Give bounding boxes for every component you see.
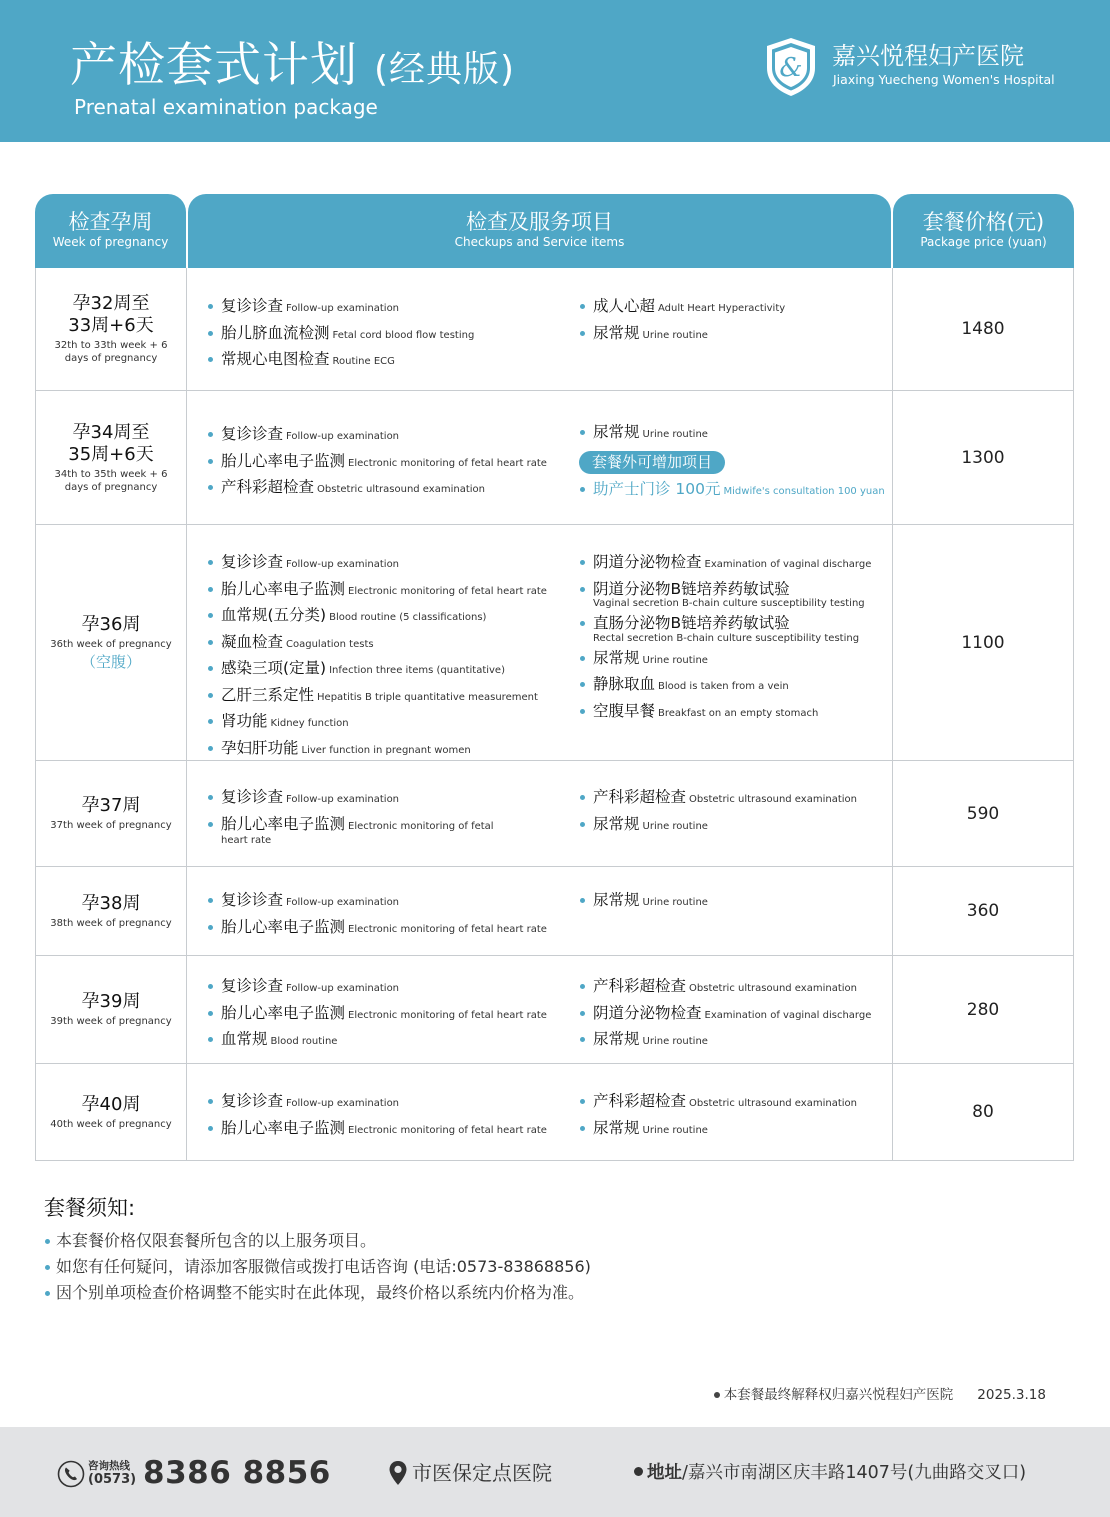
price-cell: 590 [966,803,1000,824]
page-header [0,0,1110,142]
week-cell [36,1064,187,1160]
rights-text: 本套餐最终解释权归嘉兴悦程妇产医院 [723,1387,954,1403]
header-price-en: Package price (yuan) [920,235,1047,249]
price-cell: 80 [972,1102,994,1122]
list-item: 产科彩超检查 Obstetric ultrasound examination [579,785,889,812]
list-item: 复诊诊查 Follow-up examination [207,785,567,812]
week-cell [36,956,187,1063]
header-week [35,194,186,268]
list-item: 尿常规 Urine routine [579,888,889,915]
week-cell [36,268,187,390]
address-text: /嘉兴市南湖区庆丰路1407号(九曲路交叉口) [682,1463,1027,1483]
week-cell [36,391,187,524]
list-item: 成人心超 Adult Heart Hyperactivity [579,294,889,321]
items-right [579,420,889,503]
price-cell: 280 [966,999,1000,1020]
hospital-name-en: Jiaxing Yuecheng Women's Hospital [833,72,1055,87]
list-item: 阴道分泌物B链培养药敏试验 Vaginal secretion B-chain culture susceptibility testing [579,577,889,610]
price-cell: 1480 [961,319,1005,339]
list-item: 尿常规 Urine routine [579,1027,889,1054]
list-item: 胎儿心率电子监测 Electronic monitoring of fetal heart rate [207,449,567,476]
ampersand-shield-logo-icon [764,36,818,98]
list-item: 孕妇肝功能 Liver function in pregnant women [207,736,567,763]
list-item: 尿常规 Urine routine [579,321,889,348]
header-items-en: Checkups and Service items [454,235,625,249]
note-item: 本套餐价格仅限套餐所包含的以上服务项目。 [44,1228,591,1254]
items-left [207,550,567,762]
week-en: 40th week of pregnancy [50,1118,172,1130]
package-table [35,194,1074,1161]
items-right [579,294,889,347]
list-item: 直肠分泌物B链培养药敏试验 Rectal secretion B-chain culture susceptibility testing [579,611,889,644]
list-item: 感染三项(定量) Infection three items (quantitative) [207,656,567,683]
list-item: 产科彩超检查 Obstetric ultrasound examination [207,475,567,502]
list-item: 复诊诊查 Follow-up examination [207,294,567,321]
table-row [35,1064,1074,1161]
week-en: 37th week of pregnancy [50,820,172,831]
items-left [207,974,567,1054]
items-cell [187,391,893,524]
week-en: 38th week of pregnancy [50,917,172,929]
rights-footnote [714,1383,1046,1403]
list-item: 复诊诊查 Follow-up examination [207,974,567,1001]
week-en: 36th week of pregnancy [50,638,172,650]
list-item: 胎儿脐血流检测 Fetal cord blood flow testing [207,321,567,348]
list-item: 乙肝三系定性 Hepatitis B triple quantitative measurement [207,683,567,710]
list-item: 助产士门诊 100元 Midwife's consultation 100 yuan [579,477,889,504]
fasting-note: （空腹） [80,652,141,671]
phone-icon [57,1460,85,1488]
items-cell [187,867,893,955]
title-main-text: 产检套式计划 [70,38,358,93]
header-price-cn: 套餐价格(元) [922,210,1045,234]
list-item: 胎儿心率电子监测 Electronic monitoring of fetal heart rate [207,915,567,942]
list-item: 静脉取血 Blood is taken from a vein [579,672,889,699]
list-item: 胎儿心率电子监测 Electronic monitoring of fetal heart rate [207,1001,567,1028]
list-item: 常规心电图检查 Routine ECG [207,347,567,374]
price-cell: 1300 [961,447,1005,468]
table-row [35,268,1074,391]
notes-list [44,1228,591,1306]
list-item: 胎儿心率电子监测 Electronic monitoring of fetal heart rate [207,1116,567,1143]
table-row [35,761,1074,867]
week-cn: 孕34周至 [72,421,150,443]
title-edition-text: (经典版) [373,49,516,90]
list-item: 凝血检查 Coagulation tests [207,630,567,657]
week-cn: 孕38周 [81,892,141,914]
list-item: 复诊诊查 Follow-up examination [207,1089,567,1116]
header-items-cn: 检查及服务项目 [466,210,613,234]
items-left [207,1089,567,1142]
bullet-icon [714,1392,720,1398]
items-right [579,974,889,1054]
week-cn: 孕39周 [81,991,141,1012]
table-row [35,956,1074,1064]
issue-date: 2025.3.18 [977,1387,1046,1403]
items-cell [187,268,893,390]
table-row [35,525,1074,761]
table-header [35,194,1074,268]
bullet-icon [634,1467,643,1476]
items-right [579,550,889,725]
list-item: 产科彩超检查 Obstetric ultrasound examination [579,1089,889,1116]
notes-title: 套餐须知: [44,1196,136,1220]
location-pin-icon [388,1460,408,1486]
week-en: 32th to 33th week + 6 days of pregnancy [54,340,168,364]
hotline-number[interactable]: 8386 8856 [143,1455,331,1491]
list-item: 阴道分泌物检查 Examination of vaginal discharge [579,1001,889,1028]
hospital-name-cn: 嘉兴悦程妇产医院 [832,42,1024,70]
items-left [207,785,567,846]
page-title [70,38,515,98]
week-en: 34th to 35th week + 6 days of pregnancy [54,468,168,493]
week-en: 39th week of pregnancy [50,1016,172,1027]
items-left [207,294,567,374]
header-week-cn: 检查孕周 [68,210,153,234]
items-cell [187,956,893,1063]
list-item: 胎儿心率电子监测 Electronic monitoring of fetal heart rate [207,812,567,847]
list-item: 阴道分泌物检查 Examination of vaginal discharge [579,550,889,577]
list-item: 复诊诊查 Follow-up examination [207,550,567,577]
header-items [188,194,891,268]
address [634,1459,1026,1487]
week-cn: 33周+6天 [68,315,154,336]
list-item: 血常规(五分类) Blood routine (5 classifications) [207,603,567,630]
svg-text:&: & [779,53,803,83]
list-item: 空腹早餐 Breakfast on an empty stomach [579,699,889,726]
table-row [35,867,1074,956]
table-row [35,391,1074,525]
week-cell [36,525,187,760]
list-item: 复诊诊查 Follow-up examination [207,422,567,449]
week-cn: 孕32周至 [72,293,150,314]
hotline-label: 咨询热线 [88,1460,130,1472]
list-item: 尿常规 Urine routine [579,1116,889,1143]
medical-insurance-label: 市医保定点医院 [412,1461,552,1485]
list-item: 胎儿心率电子监测 Electronic monitoring of fetal heart rate [207,577,567,604]
list-item: 尿常规 Urine routine [579,646,889,673]
price-cell: 1100 [961,632,1005,653]
extra-items-badge: 套餐外可增加项目 [579,451,725,474]
note-item: 如您有任何疑问，请添加客服微信或拨打电话咨询 (电话:0573-83868856) [44,1254,591,1280]
items-left [207,422,567,502]
items-cell [187,761,893,866]
list-item: 产科彩超检查 Obstetric ultrasound examination [579,974,889,1001]
list-item: 尿常规 Urine routine [579,812,889,839]
list-item: 复诊诊查 Follow-up examination [207,888,567,915]
items-right [579,785,889,838]
price-cell: 360 [966,901,1000,921]
week-cell [36,867,187,955]
items-cell [187,525,893,760]
header-price [893,194,1074,268]
week-cell [36,761,187,866]
list-item: 尿常规 Urine routine [579,420,889,447]
week-cn: 孕37周 [81,795,141,816]
items-right [579,1089,889,1142]
items-cell [187,1064,893,1160]
area-code: (0573) [88,1472,137,1487]
week-cn: 35周+6天 [68,443,154,465]
week-cn: 孕36周 [81,613,141,635]
items-right [579,888,889,915]
items-left [207,888,567,941]
page-footer [0,1427,1110,1517]
week-cn: 孕40周 [81,1093,141,1115]
address-label: 地址 [647,1463,682,1483]
list-item: 肾功能 Kidney function [207,709,567,736]
note-item: 因个别单项检查价格调整不能实时在此体现，最终价格以系统内价格为准。 [44,1280,591,1306]
page-title-en: Prenatal examination package [74,95,378,119]
list-item: 血常规 Blood routine [207,1027,567,1054]
header-week-en: Week of pregnancy [52,235,169,249]
